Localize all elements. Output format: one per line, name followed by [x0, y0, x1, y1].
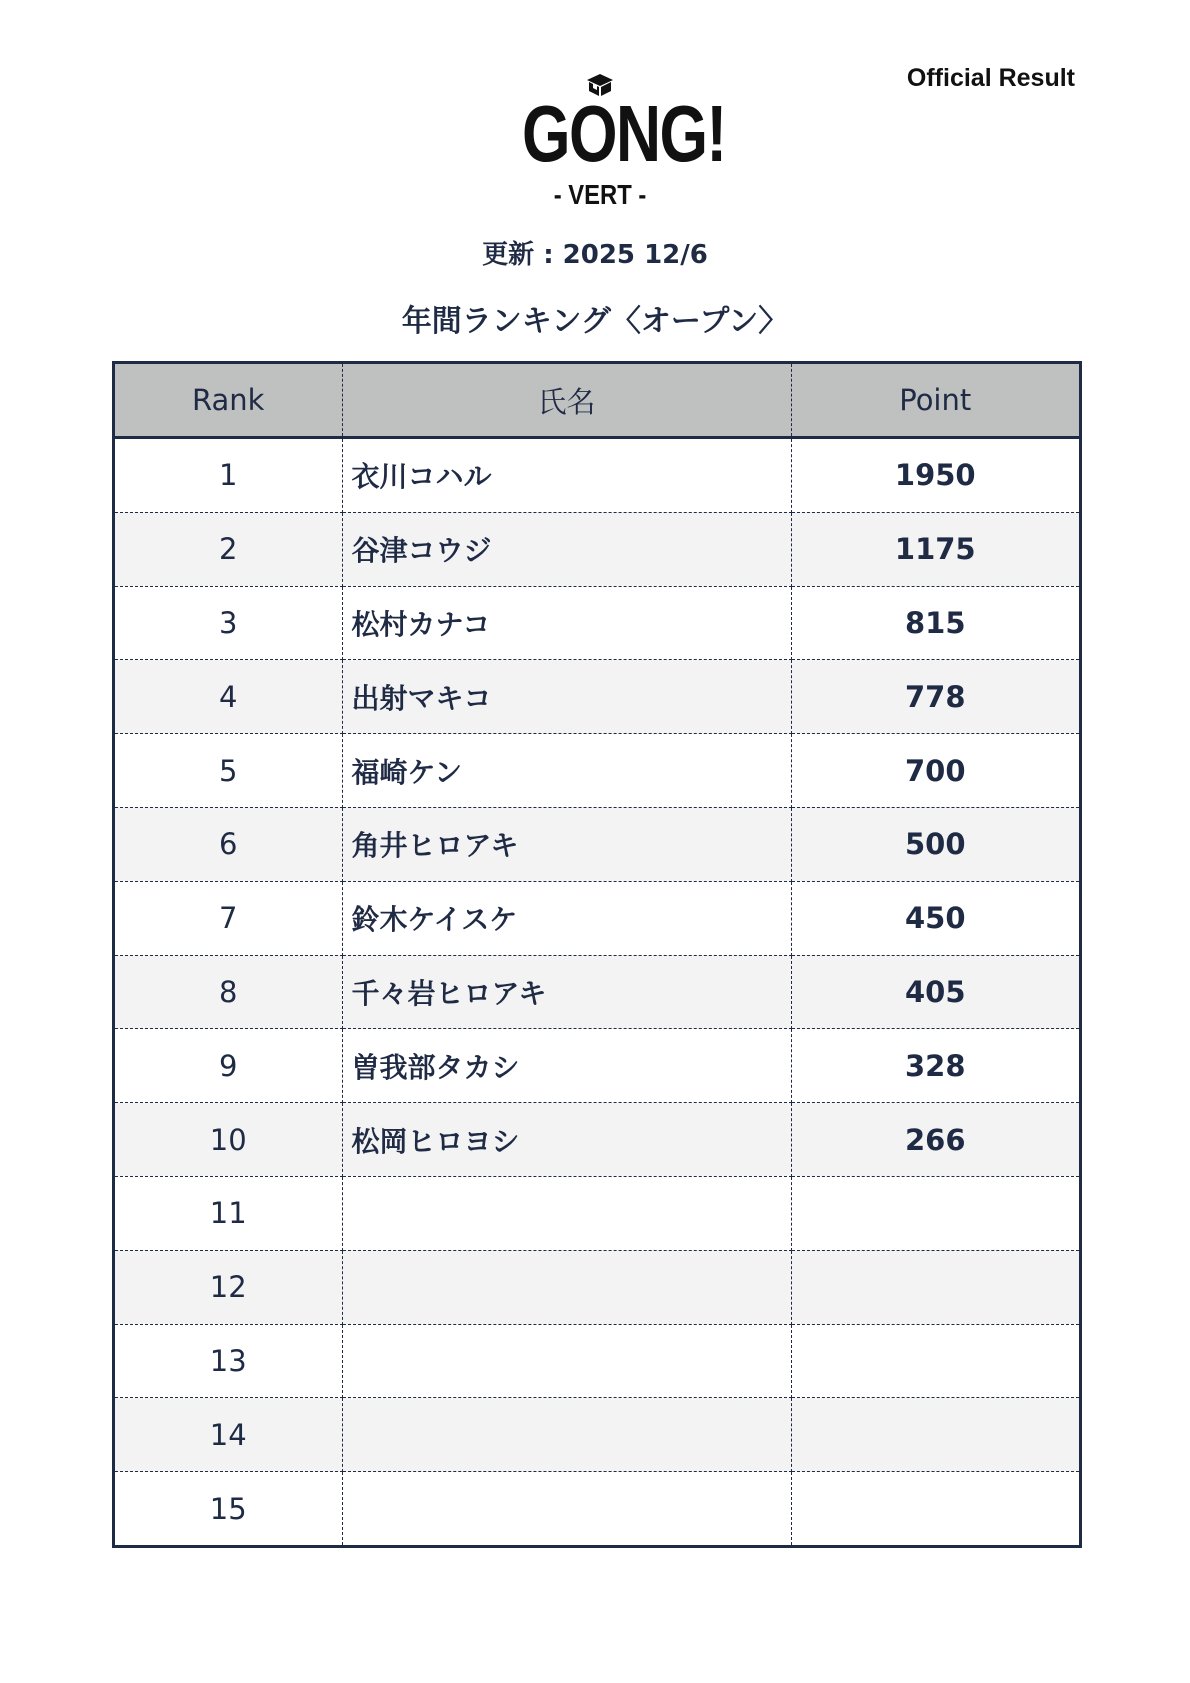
name-cell: 鈴木ケイスケ — [342, 881, 791, 955]
point-cell: 778 — [791, 660, 1079, 734]
rank-cell: 14 — [115, 1398, 342, 1472]
column-header-rank: Rank — [115, 364, 342, 438]
table-row — [115, 1398, 1079, 1472]
table-row — [115, 734, 1079, 808]
point-cell: 500 — [791, 807, 1079, 881]
rank-cell: 12 — [115, 1250, 342, 1324]
table-header-row — [115, 364, 1079, 438]
name-cell — [342, 1176, 791, 1250]
column-header-point: Point — [791, 364, 1079, 438]
table-row — [115, 1250, 1079, 1324]
rank-cell: 8 — [115, 955, 342, 1029]
name-cell: 出射マキコ — [342, 660, 791, 734]
name-cell: 衣川コハル — [342, 438, 791, 513]
table-row — [115, 955, 1079, 1029]
name-cell: 曽我部タカシ — [342, 1029, 791, 1103]
point-cell: 1175 — [791, 512, 1079, 586]
gong-vert-logo — [500, 68, 726, 218]
point-cell — [791, 1250, 1079, 1324]
table-row — [115, 881, 1079, 955]
rank-cell: 11 — [115, 1176, 342, 1250]
point-cell: 266 — [791, 1103, 1079, 1177]
name-cell — [342, 1472, 791, 1545]
rank-cell: 2 — [115, 512, 342, 586]
rank-cell: 7 — [115, 881, 342, 955]
table-row — [115, 1176, 1079, 1250]
rank-cell: 9 — [115, 1029, 342, 1103]
name-cell: 谷津コウジ — [342, 512, 791, 586]
name-cell: 松岡ヒロヨシ — [342, 1103, 791, 1177]
table-row — [115, 438, 1079, 513]
point-cell: 700 — [791, 734, 1079, 808]
logo-subtitle: - VERT - — [553, 179, 647, 210]
rank-cell: 13 — [115, 1324, 342, 1398]
rank-cell: 15 — [115, 1472, 342, 1545]
rank-cell: 4 — [115, 660, 342, 734]
name-cell: 福崎ケン — [342, 734, 791, 808]
page-title: 年間ランキング〈オープン〉 — [401, 304, 789, 339]
point-cell — [791, 1472, 1079, 1545]
point-cell — [791, 1324, 1079, 1398]
table-row — [115, 512, 1079, 586]
table-row — [115, 1103, 1079, 1177]
table-row — [115, 1472, 1079, 1545]
point-cell: 1950 — [791, 438, 1079, 513]
name-cell — [342, 1398, 791, 1472]
table-row — [115, 1324, 1079, 1398]
logo-wordmark: GONG! — [522, 89, 726, 178]
point-cell: 405 — [791, 955, 1079, 1029]
column-header-name: 氏名 — [342, 364, 791, 438]
table-row — [115, 1029, 1079, 1103]
point-cell: 815 — [791, 586, 1079, 660]
point-cell: 328 — [791, 1029, 1079, 1103]
ranking-table — [112, 361, 1082, 1548]
updated-date: 更新 : 2025 12/6 — [482, 240, 708, 270]
official-result-label: Official Result — [906, 64, 1075, 92]
name-cell: 角井ヒロアキ — [342, 807, 791, 881]
name-cell — [342, 1250, 791, 1324]
name-cell: 松村カナコ — [342, 586, 791, 660]
name-cell: 千々岩ヒロアキ — [342, 955, 791, 1029]
table-row — [115, 660, 1079, 734]
rank-cell: 6 — [115, 807, 342, 881]
point-cell — [791, 1398, 1079, 1472]
point-cell: 450 — [791, 881, 1079, 955]
rank-cell: 5 — [115, 734, 342, 808]
name-cell — [342, 1324, 791, 1398]
table-row — [115, 586, 1079, 660]
table-row — [115, 807, 1079, 881]
rank-cell: 3 — [115, 586, 342, 660]
rank-cell: 10 — [115, 1103, 342, 1177]
rank-cell: 1 — [115, 438, 342, 513]
point-cell — [791, 1176, 1079, 1250]
